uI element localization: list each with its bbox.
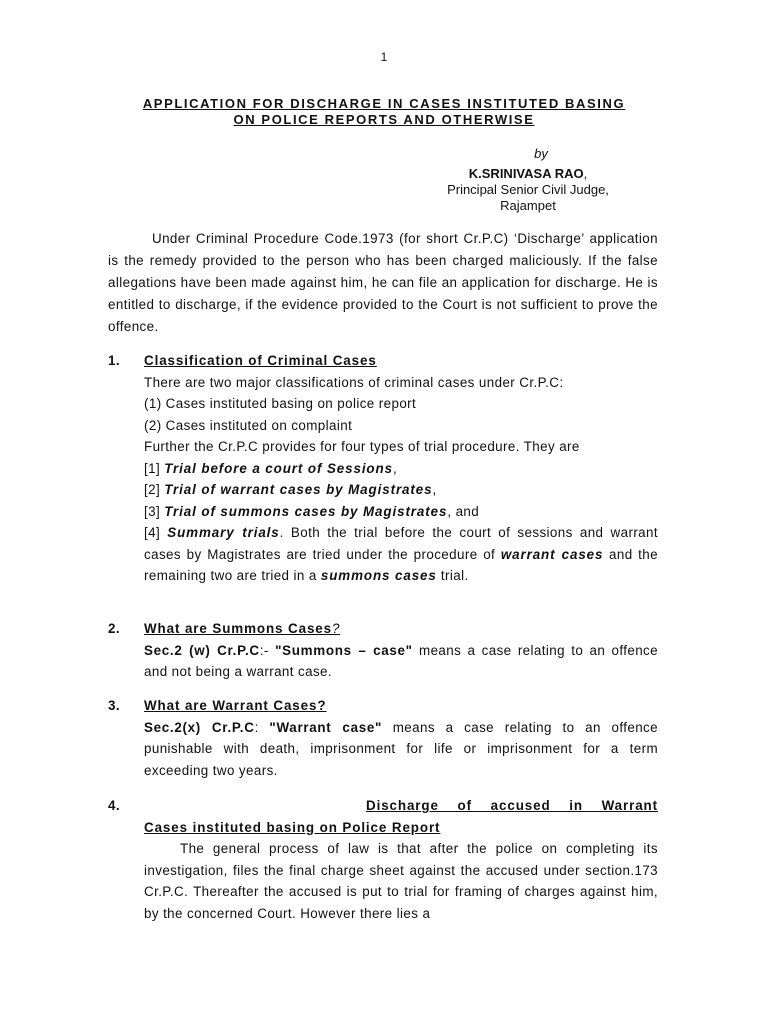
section-heading: What are Summons Cases — [144, 621, 332, 636]
trial-type-index: [1] — [144, 460, 165, 476]
section-paragraph: The general process of law is that after the police on completing its investigation, files the final charge sheet against the accused under section.173 Cr.P.C. Thereafter the accused is put to trial for framing of charges against him, by the concerned Court. However there lies a — [144, 841, 658, 921]
trial-type-name: Summary trials — [167, 525, 280, 540]
trial-type-suffix: , — [392, 460, 398, 476]
author-by: by — [534, 146, 548, 161]
definition-paragraph — [144, 640, 658, 683]
author-place: Rajampet — [500, 198, 556, 213]
author-role: Principal Senior Civil Judge, — [447, 182, 609, 197]
title-line-1: APPLICATION FOR DISCHARGE IN CASES INSTITUTED BASING — [142, 96, 626, 111]
section-heading-line-2: Cases instituted basing on Police Report — [144, 819, 441, 835]
trial-type-name: Trial of summons cases by Magistrates — [164, 503, 448, 519]
section-body — [144, 350, 658, 587]
author-name-text: K.SRINIVASA RAO — [468, 166, 584, 181]
section-number: 3. — [108, 698, 120, 713]
page-number: 1 — [380, 50, 388, 64]
section-heading-mark: ? — [331, 621, 340, 636]
section-text: Further the Cr.P.C provides for four types of trial procedure. They are — [144, 439, 580, 454]
document-title — [100, 96, 668, 128]
section-text: trial. — [436, 568, 469, 583]
defined-term: "Warrant case" — [269, 719, 383, 735]
section-number: 2. — [108, 621, 120, 636]
author-name — [400, 166, 656, 182]
definition-text: means a case relating to an offence and not being a warrant case. — [144, 642, 658, 679]
section-number: 1. — [108, 353, 120, 368]
definition-text: means a case relating to an offence punishable with death, imprisonment for life or imprisonment for a term exceeding two years. — [144, 719, 659, 778]
section-body — [144, 795, 658, 924]
trial-type-suffix: , and — [447, 503, 480, 519]
section-heading: Classification of Criminal Cases — [144, 353, 377, 368]
section-reference: Sec.2 (w) Cr.P.C — [144, 642, 260, 658]
trial-type-suffix: , — [432, 482, 437, 497]
separator: :- — [259, 642, 276, 658]
trial-type-item-paragraph — [144, 522, 658, 587]
trial-type-index: [2] — [144, 482, 165, 497]
section-heading: What are Warrant Cases? — [144, 698, 327, 713]
intro-paragraph: Under Criminal Procedure Code.1973 (for short Cr.P.C) ‘Discharge’ application is the remedy provided to the person who has been charged maliciously. If the false allegations have been made against him, he can file an application for discharge. He is entitled to discharge, if the evidence provided to the Court is not sufficient to prove the offence. — [108, 231, 658, 334]
section-text: There are two major classifications of criminal cases under Cr.P.C: — [144, 374, 564, 390]
trial-type-item — [144, 501, 658, 523]
author-name-comma: , — [583, 166, 588, 181]
section-body — [144, 695, 658, 781]
defined-term: "Summons – case" — [275, 642, 413, 658]
emphasis-summons-cases: summons cases — [320, 568, 437, 583]
title-line-2: ON POLICE REPORTS AND OTHERWISE — [233, 112, 535, 127]
section-body — [144, 618, 658, 683]
list-item: (1) Cases instituted basing on police report — [144, 396, 417, 411]
emphasis-warrant-cases: warrant cases — [500, 546, 604, 562]
trial-type-index: [4] — [144, 525, 168, 540]
definition-paragraph — [144, 717, 658, 782]
trial-type-index: [3] — [144, 503, 165, 519]
section-text: and the remaining two are tried in a — [144, 546, 658, 583]
section-reference: Sec.2(x) Cr.P.C — [144, 719, 255, 735]
list-item: (2) Cases instituted on complaint — [144, 417, 353, 433]
section-text: . Both the trial before the court of sessions and warrant cases by Magistrates are tried under the procedure of — [144, 525, 658, 562]
section-heading-line — [144, 618, 658, 640]
separator: : — [254, 719, 270, 735]
trial-type-item — [144, 458, 658, 480]
section-heading-line-1: Discharge of accused in Warrant — [366, 798, 658, 813]
section-number: 4. — [108, 798, 120, 813]
trial-type-item — [144, 479, 658, 501]
trial-type-name: Trial before a court of Sessions — [164, 460, 393, 476]
trial-type-name: Trial of warrant cases by Magistrates — [164, 482, 433, 497]
